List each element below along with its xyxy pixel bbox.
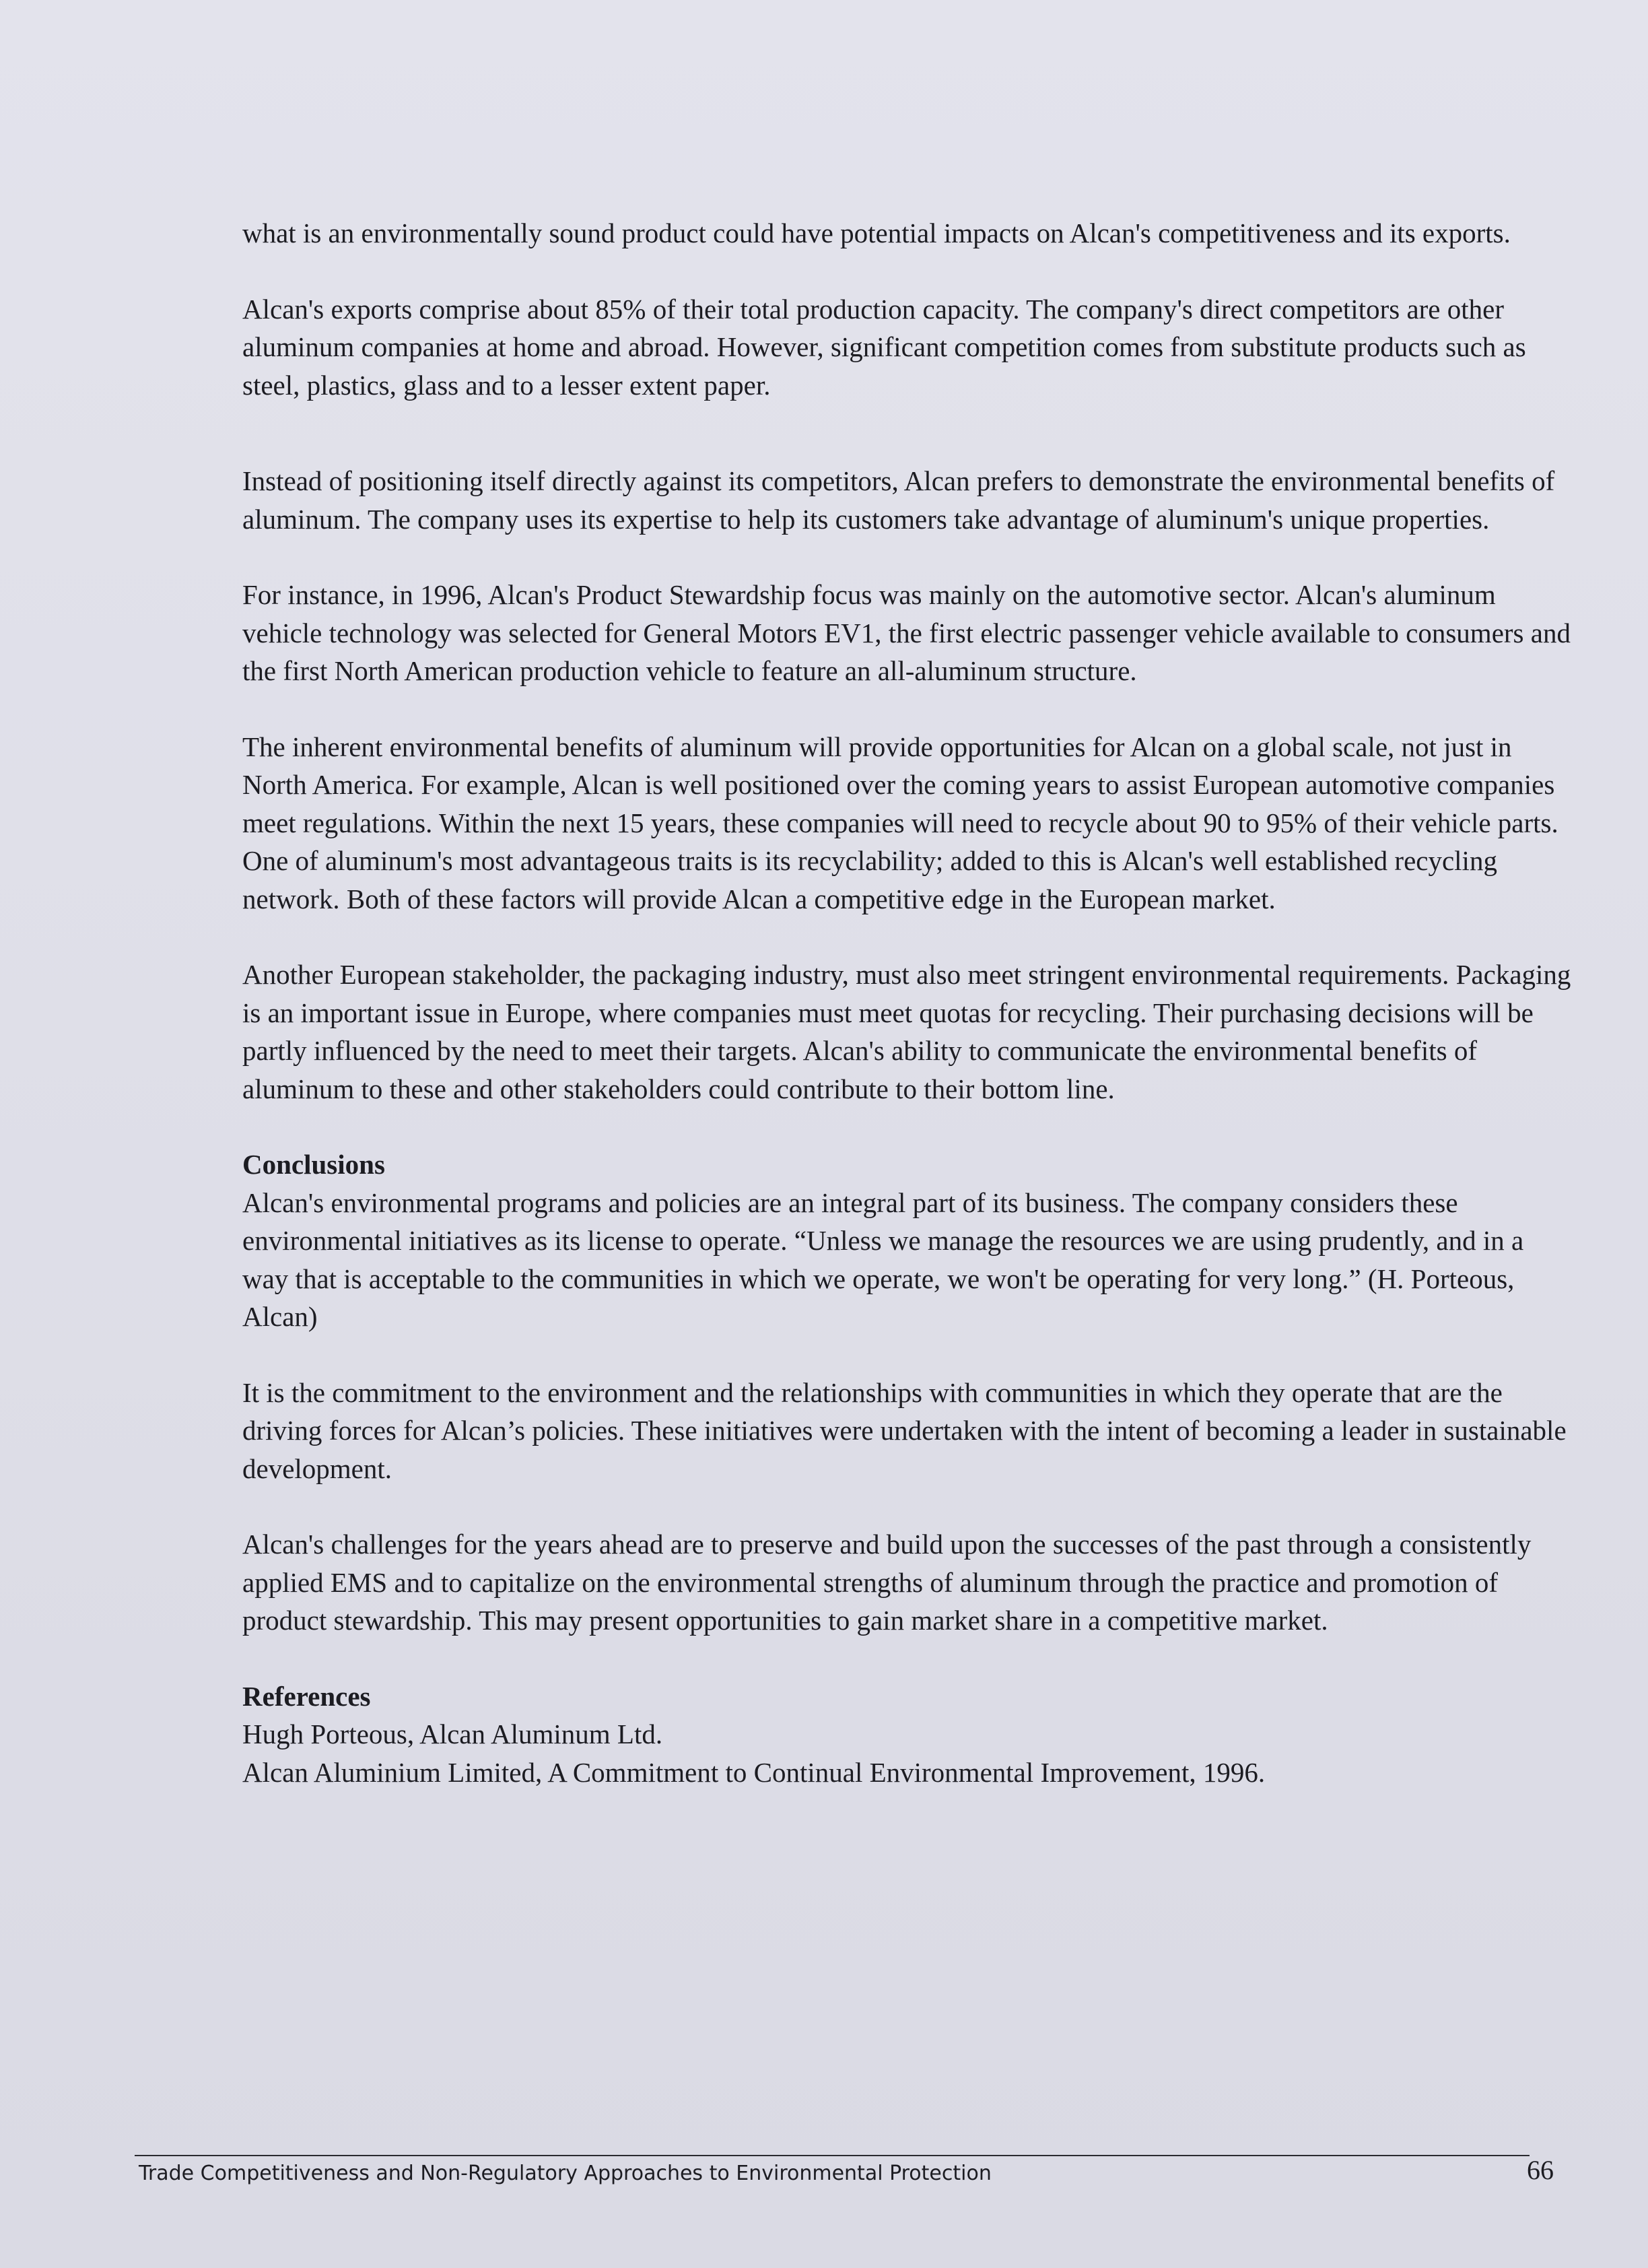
paragraph: Alcan's exports comprise about 85% of their total production capacity. The company's direct competitors are other aluminum companies at home and abroad. However, significant competition comes from substitute products such as steel, plastics, glass and to a lesser extent paper. [242,293,1526,401]
paragraph: Another European stakeholder, the packaging industry, must also meet stringent environmental requirements. Packaging is an important issue in Europe, where companies must meet quotas for recycling. Their purchasing decisions will be partly influenced by the need to meet their targets. Alcan's ability to communicate the environmental benefits of aluminum to these and other stakeholders could contribute to their bottom line. [242,959,1571,1104]
paragraph: The inherent environmental benefits of aluminum will provide opportunities for Alcan on a global scale, not just in North America. For example, Alcan is well positioned over the coming years to assist European automotive companies meet regulations. Within the next 15 years, these companies will need to recycle about 90 to 95% of their vehicle parts. One of aluminum's most advantageous traits is its recyclability; added to this is Alcan's well established recycling network. Both of these factors will provide Alcan a competitive edge in the European market. [242,731,1558,914]
paragraph: Alcan's challenges for the years ahead are to preserve and build upon the successes of the past through a consistently applied EMS and to capitalize on the environmental strengths of aluminum through the practice and promotion of product stewardship. This may present opportunities to gain market share in a competitive market. [242,1529,1532,1636]
reference-item: Hugh Porteous, Alcan Aluminum Ltd. [242,1719,663,1749]
references-heading: References [242,1680,371,1712]
paragraph: For instance, in 1996, Alcan's Product Stewardship focus was mainly on the automotive sector. Alcan's aluminum vehicle technology was selected for General Motors EV1, the first electric passenger vehicle available to consumers and the first North American production vehicle to feature an all-aluminum structure. [242,579,1571,686]
conclusions-heading: Conclusions [242,1149,385,1180]
paragraph: It is the commitment to the environment and the relationships with communities in which they operate that are the driving forces for Alcan’s policies. These initiatives were undertaken with the intent of becoming a leader in sustainable development. [242,1376,1567,1484]
page-number: 66 [1527,2155,1554,2185]
paragraph: what is an environmentally sound product could have potential impacts on Alcan's competitiveness and its exports. [242,218,1511,248]
footer-title: Trade Competitiveness and Non-Regulatory Approaches to Environmental Protection [139,2162,992,2185]
paragraph: Instead of positioning itself directly against its competitors, Alcan prefers to demonstrate the environmental benefits of aluminum. The company uses its expertise to help its customers take advantage of aluminum's unique properties. [242,465,1555,535]
paragraph: Alcan's environmental programs and policies are an integral part of its business. The company considers these environmental initiatives as its license to operate. “Unless we manage the resources we are using prudently, and in a way that is acceptable to the communities in which we operate, we won't be operating for very long.” (H. Porteous, Alcan) [242,1187,1524,1332]
page-body [242,214,1575,1791]
reference-item: Alcan Aluminium Limited, A Commitment to Continual Environmental Improvement, 1996. [242,1756,1266,1788]
footer-rule [135,2155,1530,2156]
